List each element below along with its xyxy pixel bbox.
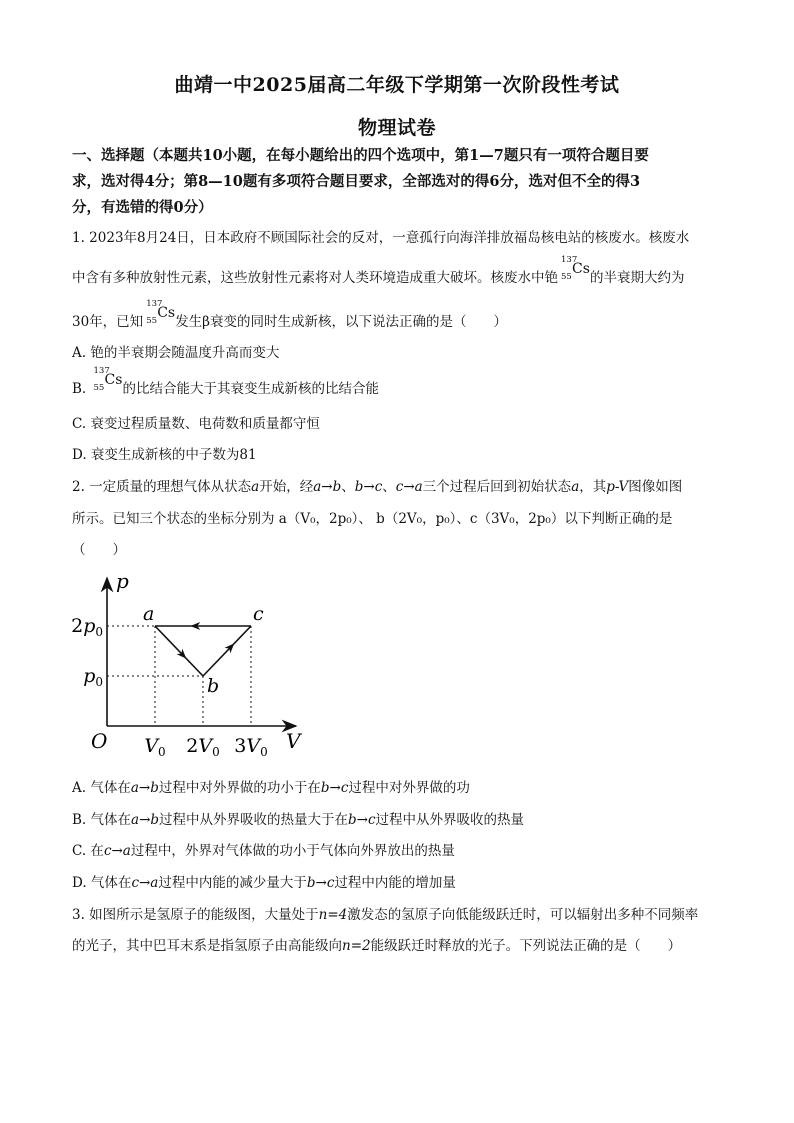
point-label-a: a bbox=[143, 603, 155, 625]
q1-option-c[interactable]: C. 衰变过程质量数、电荷数和质量都守恒 bbox=[72, 416, 320, 432]
q1-text-post: 的半衰期大约为 bbox=[590, 270, 685, 286]
process-b-c bbox=[203, 626, 251, 676]
cs137-nuclide: 137 55 Cs bbox=[561, 255, 590, 282]
subject-title: 物理试卷 bbox=[357, 117, 436, 139]
x-tick-label: $V_0$ bbox=[144, 735, 166, 759]
section-line-1: 一、选择题（本题共10小题，在每小题给出的四个选项中，第1—7题只有一项符合题目要 bbox=[72, 147, 649, 164]
process-a-b bbox=[155, 626, 203, 676]
section-instructions bbox=[72, 143, 727, 221]
q2-option-d[interactable]: D. 气体在c→a过程中内能的减少量大于b→c过程中内能的增加量 bbox=[72, 875, 456, 891]
q1-text-pre: 30年，已知 bbox=[72, 314, 144, 330]
q2-option-a[interactable]: A. 气体在a→b过程中对外界做的功小于在b→c过程中对外界做的功 bbox=[72, 780, 470, 796]
x-tick-label: $3V_0$ bbox=[234, 735, 268, 759]
x-tick-label: $2V_0$ bbox=[186, 735, 220, 759]
y-axis-label: p bbox=[116, 569, 129, 593]
q1-option-b[interactable]: B. 137 55 Cs 的比结合能大于其衰变生成新核的比结合能 bbox=[72, 366, 380, 397]
y-tick-label: $2p_0$ bbox=[71, 615, 103, 639]
q1-text-post: 发生β衰变的同时生成新核，以下说法正确的是（ ） bbox=[175, 314, 507, 330]
section-line-3: 分，有选错的得0分） bbox=[72, 199, 213, 216]
q1-line-2 bbox=[72, 255, 732, 286]
point-label-b: b bbox=[207, 675, 220, 697]
point-label-c: c bbox=[253, 603, 264, 625]
x-axis-label: V bbox=[286, 729, 301, 753]
q1-line-3 bbox=[72, 299, 732, 330]
y-tick-label: $p_0$ bbox=[83, 665, 103, 689]
section-line-2: 求，选对得4分；第8—10题有多项符合题目要求，全部选对的得6分，选对但不全的得3 bbox=[72, 173, 641, 190]
exam-title: 曲靖一中2025届高二年级下学期第一次阶段性考试 bbox=[174, 74, 620, 96]
q2-option-c[interactable]: C. 在c→a过程中，外界对气体做的功小于气体向外界放出的热量 bbox=[72, 843, 455, 859]
q2-line-3: （ ） bbox=[72, 542, 126, 558]
cs137-nuclide: 137 55 Cs bbox=[93, 366, 123, 393]
q2-line-1: 2. 一定质量的理想气体从状态a开始，经a→b、b→c、c→a三个过程后回到初始状态a，其p-V图像如图 bbox=[72, 479, 683, 495]
q3-line-1: 3. 如图所示是氢原子的能级图，大量处于n=4激发态的氢原子向低能级跃迁时，可以辐射出多种不同频率 bbox=[72, 907, 699, 923]
q1-line-1: 1. 2023年8月24日，日本政府不顾国际社会的反对，一意孤行向海洋排放福岛核电站的核废水。核废水 bbox=[72, 230, 690, 246]
q2-line-2: 所示。已知三个状态的坐标分别为 a（V₀，2p₀）、 b（2V₀，p₀）、c（3V₀，2p₀）以下判断正确的是 bbox=[72, 511, 673, 527]
q1-text-pre: 中含有多种放射性元素，这些放射性元素将对人类环境造成重大破坏。核废水中铯 bbox=[72, 270, 558, 286]
cs137-nuclide: 137 55 Cs bbox=[146, 299, 176, 326]
pv-diagram bbox=[66, 566, 316, 762]
origin-label: O bbox=[91, 729, 108, 753]
q1-option-a[interactable]: A. 铯的半衰期会随温度升高而变大 bbox=[72, 345, 280, 361]
q3-line-2: 的光子，其中巴耳末系是指氢原子由高能级向n=2能级跃迁时释放的光子。下列说法正确的是（ ） bbox=[72, 938, 682, 954]
q1-option-d[interactable]: D. 衰变生成新核的中子数为81 bbox=[72, 447, 257, 463]
q2-option-b[interactable]: B. 气体在a→b过程中从外界吸收的热量大于在b→c过程中从外界吸收的热量 bbox=[72, 812, 525, 828]
